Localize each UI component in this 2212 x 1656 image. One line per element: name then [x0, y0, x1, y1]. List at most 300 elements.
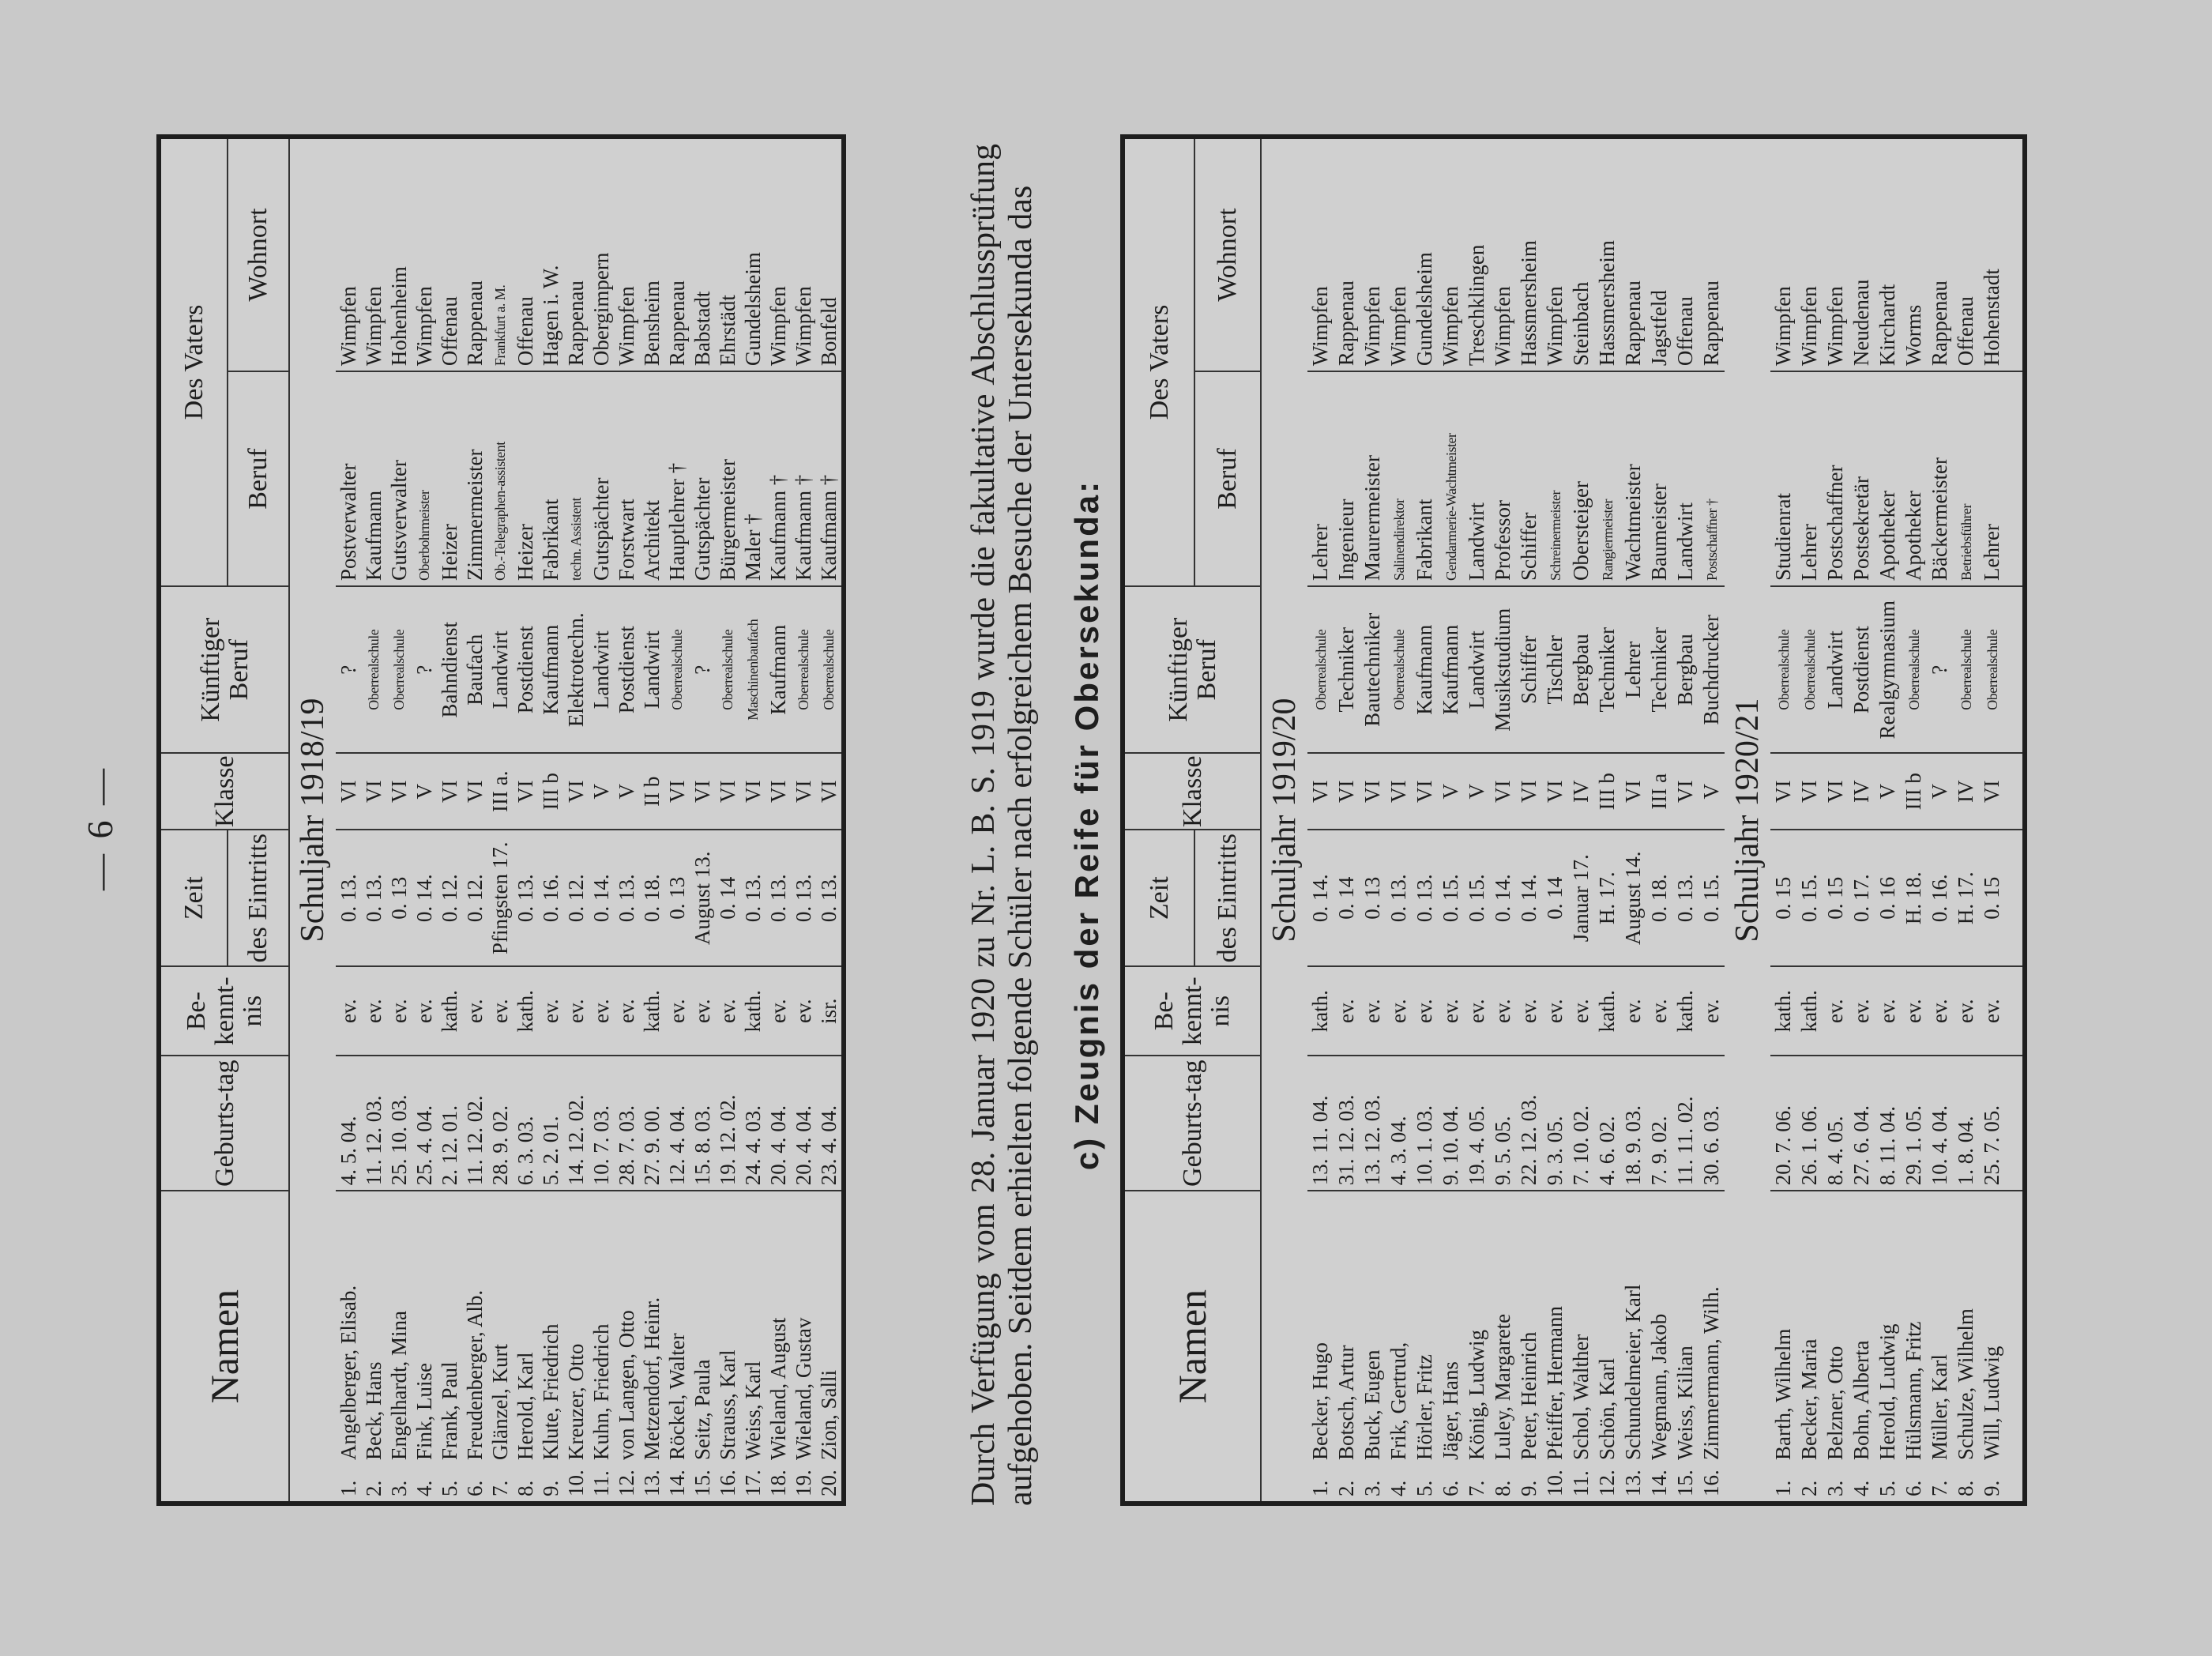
cell-klasse: VI [462, 753, 487, 830]
cell-vater-beruf: Betriebsführer [1953, 371, 1979, 586]
cell-bekenntnis: ev. [386, 966, 412, 1056]
cell-name [816, 1191, 841, 1501]
cell-kuenftiger-beruf: Landwirt [487, 586, 513, 753]
cell-eintritt: H. 18. [1901, 830, 1927, 966]
cell-name [639, 1191, 664, 1501]
student-name: Zimmermann, Wilh. [1699, 1286, 1723, 1460]
cell-vater-beruf: Architekt [639, 371, 664, 586]
student-name: Buck, Eugen [1360, 1349, 1384, 1460]
row-number: 3. [386, 1480, 411, 1496]
cell-klasse: III b [1901, 753, 1927, 830]
student-name: Wieland, Gustav [791, 1317, 815, 1460]
cell-klasse: V [1698, 753, 1725, 830]
cell-kuenftiger-beruf: Landwirt [589, 586, 614, 753]
cell-klasse: VI [1770, 753, 1796, 830]
table-row [1594, 139, 1620, 1501]
cell-kuenftiger-beruf: Musikstudium [1490, 586, 1516, 753]
cell-kuenftiger-beruf: ? [336, 586, 361, 753]
cell-eintritt: 0. 15. [1438, 830, 1464, 966]
student-name: Frank, Paul [437, 1361, 461, 1460]
student-name: Becker, Hugo [1308, 1342, 1332, 1460]
cell-eintritt: 0. 15 [1770, 830, 1796, 966]
student-name: König, Ludwig [1465, 1330, 1488, 1460]
cell-eintritt: 0. 13. [791, 830, 816, 966]
cell-vater-beruf: Gutspächter [690, 371, 715, 586]
cell-wohnort: Rappenau [462, 280, 487, 367]
row-number: 15. [1673, 1470, 1697, 1496]
table-row [1770, 139, 1796, 1501]
cell-name [1979, 1191, 2005, 1501]
student-name: Weiss, Kilian [1673, 1346, 1697, 1460]
cell-eintritt: 0. 16 [1875, 830, 1901, 966]
cell-name [1823, 1191, 1849, 1501]
row-number: 10. [563, 1470, 588, 1496]
cell-wohnort: Treschklingen [1465, 244, 1488, 367]
cell-geburtstag: 22. 12. 03. [1516, 1056, 1542, 1191]
cell-geburtstag: 31. 12. 03. [1334, 1056, 1360, 1191]
cell-bekenntnis: ev. [361, 966, 386, 1056]
table-row [1796, 139, 1823, 1501]
cell-klasse: VI [664, 753, 690, 830]
student-name: Jäger, Hans [1439, 1361, 1462, 1460]
table-row [715, 139, 740, 1501]
cell-name [1770, 1191, 1796, 1501]
cell-wohnort: Bensheim [639, 280, 664, 367]
cell-name [513, 1191, 538, 1501]
cell-klasse: VI [1412, 753, 1438, 830]
cell-klasse: VI [386, 753, 412, 830]
cell-eintritt: 0. 14. [1490, 830, 1516, 966]
cell-name [1568, 1191, 1594, 1501]
cell-wohnort: Rappenau [1928, 280, 1951, 367]
cell-wohnort: Hassmersheim [1595, 240, 1619, 367]
cell-vater-beruf: Rangiermeister [1594, 371, 1620, 586]
col-des-vaters: Des Vaters [161, 139, 228, 586]
col-wohnort: Wohnort [1194, 139, 1261, 371]
cell-kuenftiger-beruf: Kaufmann [1438, 586, 1464, 753]
cell-bekenntnis: kath. [1796, 966, 1823, 1056]
table-row [1386, 139, 1412, 1501]
cell-eintritt: 0. 12. [437, 830, 462, 966]
cell-eintritt: 0. 13 [1360, 830, 1386, 966]
cell-klasse: IV [1849, 753, 1875, 830]
cell-vater-beruf: Gutspächter [589, 371, 614, 586]
table-row [740, 139, 766, 1501]
cell-klasse: VI [1542, 753, 1568, 830]
table-row [1927, 139, 1953, 1501]
cell-wohnort: Steinbach [1569, 281, 1593, 367]
cell-geburtstag: 20. 7. 06. [1770, 1056, 1796, 1191]
col-namen: Namen [161, 1191, 289, 1501]
cell-name [1796, 1191, 1823, 1501]
row-number: 6. [1902, 1480, 1925, 1496]
row-number: 18. [766, 1470, 790, 1496]
table-row [1490, 139, 1516, 1501]
cell-eintritt: August 14. [1620, 830, 1646, 966]
cell-vater-beruf: Maurermeister [1360, 371, 1386, 586]
cell-wohnort: Bonfeld [816, 297, 841, 367]
cell-geburtstag: 28. 9. 02. [487, 1056, 513, 1191]
row-number: 15. [690, 1470, 714, 1496]
cell-name [1307, 1191, 1334, 1501]
spacer-row [2005, 139, 2022, 1501]
cell-eintritt: 0. 14. [412, 830, 437, 966]
cell-eintritt: 0. 13. [336, 830, 361, 966]
cell-eintritt: 0. 14. [1516, 830, 1542, 966]
cell-geburtstag: 30. 6. 03. [1698, 1056, 1725, 1191]
student-name: Schulze, Wilhelm [1954, 1308, 1977, 1460]
cell-klasse: VI [1490, 753, 1516, 830]
cell-name [336, 1191, 361, 1501]
cell-wohnort: Wimpfen [1439, 286, 1462, 367]
row-number: 5. [437, 1480, 461, 1496]
row-number: 4. [1386, 1480, 1410, 1496]
cell-kuenftiger-beruf: Maschinenbaufach [740, 586, 766, 753]
cell-eintritt: 0. 13. [361, 830, 386, 966]
cell-eintritt: 0. 12. [563, 830, 589, 966]
cell-vater-beruf: Kaufmann [361, 371, 386, 586]
cell-name [1672, 1191, 1698, 1501]
cell-klasse: V [1875, 753, 1901, 830]
row-number: 12. [1595, 1470, 1619, 1496]
cell-wohnort: Rappenau [664, 280, 689, 367]
cell-bekenntnis: ev. [1516, 966, 1542, 1056]
row-number: 6. [462, 1480, 487, 1496]
col-zeit: Zeit [1125, 830, 1194, 966]
student-name: Röckel, Walter [664, 1333, 689, 1460]
table-row [639, 139, 664, 1501]
cell-bekenntnis: ev. [1542, 966, 1568, 1056]
cell-eintritt: 0. 17. [1849, 830, 1875, 966]
row-number: 17. [740, 1470, 765, 1496]
cell-eintritt: 0. 13 [664, 830, 690, 966]
cell-bekenntnis: ev. [1646, 966, 1672, 1056]
cell-klasse: VI [1796, 753, 1823, 830]
row-number: 16. [1699, 1470, 1723, 1496]
cell-bekenntnis: ev. [1620, 966, 1646, 1056]
cell-geburtstag: 27. 6. 04. [1849, 1056, 1875, 1191]
cell-vater-beruf: Bäckermeister [1927, 371, 1953, 586]
cell-bekenntnis: isr. [816, 966, 841, 1056]
cell-wohnort: Gundelsheim [740, 252, 765, 367]
table-row [589, 139, 614, 1501]
cell-wohnort: Offenau [513, 296, 537, 367]
cell-bekenntnis: ev. [715, 966, 740, 1056]
cell-vater-beruf: Kaufmann † [791, 371, 816, 586]
cell-kuenftiger-beruf: Oberrealschule [1386, 586, 1412, 753]
cell-kuenftiger-beruf: Bahndienst [437, 586, 462, 753]
cell-bekenntnis: ev. [589, 966, 614, 1056]
cell-name [538, 1191, 563, 1501]
cell-klasse: III b [1594, 753, 1620, 830]
cell-klasse: III a. [487, 753, 513, 830]
cell-bekenntnis: ev. [766, 966, 791, 1056]
cell-kuenftiger-beruf: Kaufmann [1412, 586, 1438, 753]
row-number: 8. [513, 1480, 537, 1496]
cell-vater-beruf: Hauptlehrer † [664, 371, 690, 586]
row-number: 1. [1308, 1480, 1332, 1496]
cell-wohnort: Wimpfen [336, 286, 360, 367]
cell-wohnort: Hagen i. W. [538, 265, 562, 367]
cell-klasse: VI [766, 753, 791, 830]
cell-wohnort: Wimpfen [791, 286, 815, 367]
cell-eintritt: 0. 13. [1386, 830, 1412, 966]
cell-geburtstag: 10. 4. 04. [1927, 1056, 1953, 1191]
row-number: 13. [1621, 1470, 1645, 1496]
cell-wohnort: Wimpfen [361, 286, 386, 367]
cell-bekenntnis: kath. [1307, 966, 1334, 1056]
cell-kuenftiger-beruf: Bautechniker [1360, 586, 1386, 753]
cell-vater-beruf: Baumeister [1646, 371, 1672, 586]
cell-geburtstag: 11. 12. 03. [361, 1056, 386, 1191]
cell-klasse: VI [1823, 753, 1849, 830]
cell-klasse: VI [791, 753, 816, 830]
cell-wohnort: Hohenstadt [1980, 269, 2003, 367]
cell-vater-beruf: Kaufmann † [816, 371, 841, 586]
cell-klasse: VI [1307, 753, 1334, 830]
cell-vater-beruf: Apotheker [1875, 371, 1901, 586]
cell-bekenntnis: ev. [1698, 966, 1725, 1056]
student-name: Herold, Ludwig [1875, 1323, 1899, 1460]
table-row [513, 139, 538, 1501]
table-1918-19 [156, 134, 846, 1506]
cell-name [791, 1191, 816, 1501]
student-name: Seitz, Paula [690, 1359, 714, 1460]
cell-name [1698, 1191, 1725, 1501]
cell-kuenftiger-beruf: Realgymnasium [1875, 586, 1901, 753]
student-name: Hülsmann, Fritz [1902, 1321, 1925, 1460]
cell-geburtstag: 9. 3. 05. [1542, 1056, 1568, 1191]
cell-klasse: VI [715, 753, 740, 830]
cell-klasse: V [412, 753, 437, 830]
cell-kuenftiger-beruf: Oberrealschule [1307, 586, 1334, 753]
cell-geburtstag: 11. 11. 02. [1672, 1056, 1698, 1191]
cell-bekenntnis: ev. [1334, 966, 1360, 1056]
section-row [1725, 139, 1770, 1501]
table-row [664, 139, 690, 1501]
cell-bekenntnis: ev. [664, 966, 690, 1056]
cell-name [1360, 1191, 1386, 1501]
row-number: 1. [336, 1480, 360, 1496]
table-row [462, 139, 487, 1501]
cell-vater-beruf: Schreinermeister [1542, 371, 1568, 586]
cell-geburtstag: 12. 4. 04. [664, 1056, 690, 1191]
cell-wohnort: Frankfurt a. M. [492, 284, 508, 367]
cell-geburtstag: 13. 12. 03. [1360, 1056, 1386, 1191]
col-bekenntnis: Be-kennt-nis [161, 966, 289, 1056]
cell-eintritt: 0. 13. [614, 830, 639, 966]
table-row [1672, 139, 1698, 1501]
cell-name [1542, 1191, 1568, 1501]
col-bekenntnis: Be-kennt-nis [1125, 966, 1261, 1056]
cell-kuenftiger-beruf: Oberrealschule [386, 586, 412, 753]
row-number: 8. [1491, 1480, 1514, 1496]
col-geburtstag: Geburts-tag [161, 1056, 289, 1191]
cell-wohnort: Rappenau [563, 280, 588, 367]
cell-geburtstag: 4. 3. 04. [1386, 1056, 1412, 1191]
table-row [361, 139, 386, 1501]
row-number: 1. [1771, 1480, 1795, 1496]
student-name: Weiss, Karl [740, 1361, 765, 1460]
cell-vater-beruf: Studienrat [1770, 371, 1796, 586]
row-number: 7. [1465, 1480, 1488, 1496]
cell-name [1646, 1191, 1672, 1501]
cell-wohnort: Wimpfen [1797, 286, 1821, 367]
cell-geburtstag: 27. 9. 00. [639, 1056, 664, 1191]
col-zeit: Zeit [161, 830, 228, 966]
cell-bekenntnis: ev. [1360, 966, 1386, 1056]
cell-vater-beruf: Postschaffner † [1698, 371, 1725, 586]
table-row [336, 139, 361, 1501]
cell-eintritt: 0. 13. [1672, 830, 1698, 966]
table-row [1698, 139, 1725, 1501]
table-row [386, 139, 412, 1501]
col-des-eintritts: des Eintritts [228, 830, 289, 966]
student-name: Wegmann, Jakob [1647, 1313, 1671, 1460]
cell-name [740, 1191, 766, 1501]
col-beruf: Beruf [1194, 371, 1261, 586]
cell-kuenftiger-beruf: Tischler [1542, 586, 1568, 753]
cell-klasse: II b [639, 753, 664, 830]
table-row [690, 139, 715, 1501]
cell-name [1620, 1191, 1646, 1501]
cell-wohnort: Wimpfen [1386, 286, 1410, 367]
cell-vater-beruf: Wachtmeister [1620, 371, 1646, 586]
row-number: 19. [791, 1470, 815, 1496]
col-des-eintritts: des Eintritts [1194, 830, 1261, 966]
cell-klasse: IV [1953, 753, 1979, 830]
cell-wohnort: Rappenau [1621, 280, 1645, 367]
cell-klasse: VI [513, 753, 538, 830]
cell-eintritt: 0. 12. [462, 830, 487, 966]
row-number: 11. [1569, 1470, 1593, 1496]
table-row [766, 139, 791, 1501]
cell-klasse: VI [1516, 753, 1542, 830]
cell-kuenftiger-beruf: Lehrer [1620, 586, 1646, 753]
cell-kuenftiger-beruf: Oberrealschule [791, 586, 816, 753]
student-name: Belzner, Otto [1823, 1346, 1847, 1460]
table-row [1568, 139, 1594, 1501]
student-name: Herold, Karl [513, 1352, 537, 1460]
cell-name [1875, 1191, 1901, 1501]
student-name: Wieland, August [766, 1317, 790, 1460]
cell-geburtstag: 10. 7. 03. [589, 1056, 614, 1191]
section-title: Schuljahr 1918/19 [295, 698, 331, 943]
cell-klasse: VI [361, 753, 386, 830]
cell-bekenntnis: kath. [437, 966, 462, 1056]
student-name: Kuhn, Friedrich [589, 1323, 613, 1460]
student-name: Klute, Friedrich [538, 1323, 562, 1460]
cell-klasse: VI [740, 753, 766, 830]
table-row [614, 139, 639, 1501]
cell-klasse: VI [1672, 753, 1698, 830]
cell-kuenftiger-beruf: Oberrealschule [1953, 586, 1979, 753]
col-beruf: Beruf [228, 371, 289, 586]
cell-kuenftiger-beruf: Postdienst [513, 586, 538, 753]
row-number: 14. [664, 1470, 689, 1496]
student-name: Will, Ludwig [1980, 1346, 2003, 1460]
cell-geburtstag: 7. 9. 02. [1646, 1056, 1672, 1191]
cell-kuenftiger-beruf: Bergbau [1672, 586, 1698, 753]
cell-geburtstag: 19. 12. 02. [715, 1056, 740, 1191]
cell-vater-beruf: Postschaffner [1823, 371, 1849, 586]
cell-klasse: V [1464, 753, 1490, 830]
row-number: 5. [1875, 1480, 1899, 1496]
row-number: 16. [715, 1470, 739, 1496]
cell-vater-beruf: Bürgermeister [715, 371, 740, 586]
student-name: Müller, Karl [1928, 1354, 1951, 1460]
cell-wohnort: Kirchardt [1875, 284, 1899, 367]
student-name: Schön, Karl [1595, 1358, 1619, 1460]
cell-eintritt: 0. 14. [589, 830, 614, 966]
student-name: Botsch, Artur [1334, 1345, 1358, 1460]
cell-bekenntnis: ev. [412, 966, 437, 1056]
cell-geburtstag: 15. 8. 03. [690, 1056, 715, 1191]
cell-bekenntnis: kath. [1672, 966, 1698, 1056]
cell-vater-beruf: Fabrikant [538, 371, 563, 586]
cell-vater-beruf: Postsekretär [1849, 371, 1875, 586]
cell-vater-beruf: techn. Assistent [563, 371, 589, 586]
col-kuenftiger-beruf: Künftiger Beruf [1125, 586, 1261, 753]
cell-kuenftiger-beruf: Oberrealschule [664, 586, 690, 753]
cell-bekenntnis: kath. [740, 966, 766, 1056]
row-number: 12. [614, 1470, 638, 1496]
cell-vater-beruf: Gendarmerie-Wachtmeister [1438, 371, 1464, 586]
cell-eintritt: 0. 16. [1927, 830, 1953, 966]
cell-bekenntnis: kath. [1594, 966, 1620, 1056]
cell-name [462, 1191, 487, 1501]
student-name: Luley, Margarete [1491, 1313, 1514, 1460]
cell-vater-beruf: Oberbohrmeister [412, 371, 437, 586]
student-name: Zion, Salli [816, 1370, 841, 1460]
row-number: 2. [361, 1480, 386, 1496]
cell-name [1490, 1191, 1516, 1501]
cell-bekenntnis: ev. [1849, 966, 1875, 1056]
cell-geburtstag: 25. 4. 04. [412, 1056, 437, 1191]
cell-bekenntnis: ev. [1386, 966, 1412, 1056]
row-number: 2. [1797, 1480, 1821, 1496]
table-row [1516, 139, 1542, 1501]
student-name: Angelberger, Elisab. [336, 1285, 360, 1460]
cell-geburtstag: 13. 11. 04. [1307, 1056, 1334, 1191]
cell-wohnort: Babstadt [690, 291, 714, 367]
student-name: Becker, Maria [1797, 1338, 1821, 1460]
row-number: 13. [639, 1470, 664, 1496]
cell-bekenntnis: ev. [1412, 966, 1438, 1056]
row-number: 8. [1954, 1480, 1977, 1496]
cell-kuenftiger-beruf: ? [690, 586, 715, 753]
cell-bekenntnis: ev. [462, 966, 487, 1056]
cell-name [1953, 1191, 1979, 1501]
table-row [1360, 139, 1386, 1501]
cell-klasse: IV [1568, 753, 1594, 830]
section-row [289, 139, 336, 1501]
cell-vater-beruf: Postverwalter [336, 371, 361, 586]
cell-kuenftiger-beruf: ? [412, 586, 437, 753]
cell-kuenftiger-beruf: Oberrealschule [816, 586, 841, 753]
cell-klasse: VI [437, 753, 462, 830]
cell-bekenntnis: ev. [1490, 966, 1516, 1056]
cell-bekenntnis: ev. [1927, 966, 1953, 1056]
page-number: — 6 — [80, 766, 120, 890]
cell-geburtstag: 10. 1. 03. [1412, 1056, 1438, 1191]
cell-eintritt: 0. 18. [639, 830, 664, 966]
cell-bekenntnis: ev. [487, 966, 513, 1056]
row-number: 9. [538, 1480, 562, 1496]
cell-kuenftiger-beruf: Kaufmann [766, 586, 791, 753]
cell-eintritt: 0. 14 [1542, 830, 1568, 966]
cell-eintritt: 0. 13. [1412, 830, 1438, 966]
